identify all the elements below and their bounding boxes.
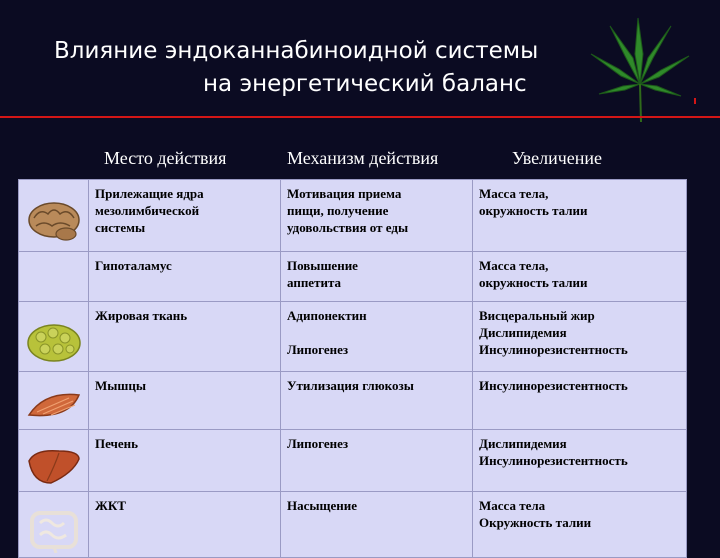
row-icon-cell [19,430,89,492]
increase-cell: Висцеральный жир Дислипидемия Инсулинорезистентность [473,302,687,372]
row-icon-cell [19,252,89,302]
header-increase: Увеличение [512,148,603,168]
mechanism-cell: Мотивация приема пищи, получение удовольствия от еды [281,180,473,252]
table-row [19,430,687,492]
table-row [19,180,687,252]
row-icon-cell [19,302,89,372]
site-cell: Прилежащие ядра мезолимбической системы [89,180,281,252]
title-line-2: на энергетический баланс [203,71,527,97]
muscle-icon [25,389,83,425]
adipose-tissue-icon [25,321,83,365]
effects-table [18,179,687,558]
site-cell: Жировая ткань [89,302,281,372]
site-cell: Печень [89,430,281,492]
row-icon-cell [19,492,89,558]
liver-icon [25,447,83,487]
mechanism-cell: Повышение аппетита [281,252,473,302]
header-site: Место действия [104,148,227,168]
increase-cell: Масса тела, окружность талии [473,180,687,252]
title-line-1: Влияние эндоканнабиноидной системы [54,38,539,64]
mechanism-cell: Насыщение [281,492,473,558]
mechanism-cell: Утилизация глюкозы [281,372,473,430]
table-row [19,302,687,372]
brain-icon [26,200,82,244]
decorative-mark [694,98,696,104]
table-row [19,492,687,558]
row-icon-cell [19,180,89,252]
intestine-icon [26,509,82,553]
header-mechanism: Механизм действия [287,148,439,168]
mechanism-cell: Липогенез [281,430,473,492]
mechanism-cell: Адипонектин Липогенез [281,302,473,372]
cannabis-leaf-icon [585,14,695,126]
site-cell: Гипоталамус [89,252,281,302]
title-divider [0,116,720,118]
site-cell: ЖКТ [89,492,281,558]
table-row [19,372,687,430]
increase-cell: Дислипидемия Инсулинорезистентность [473,430,687,492]
table-row [19,252,687,302]
column-headers [0,148,720,172]
site-cell: Мышцы [89,372,281,430]
row-icon-cell [19,372,89,430]
increase-cell: Масса тела, окружность талии [473,252,687,302]
increase-cell: Инсулинорезистентность [473,372,687,430]
increase-cell: Масса тела Окружность талии [473,492,687,558]
